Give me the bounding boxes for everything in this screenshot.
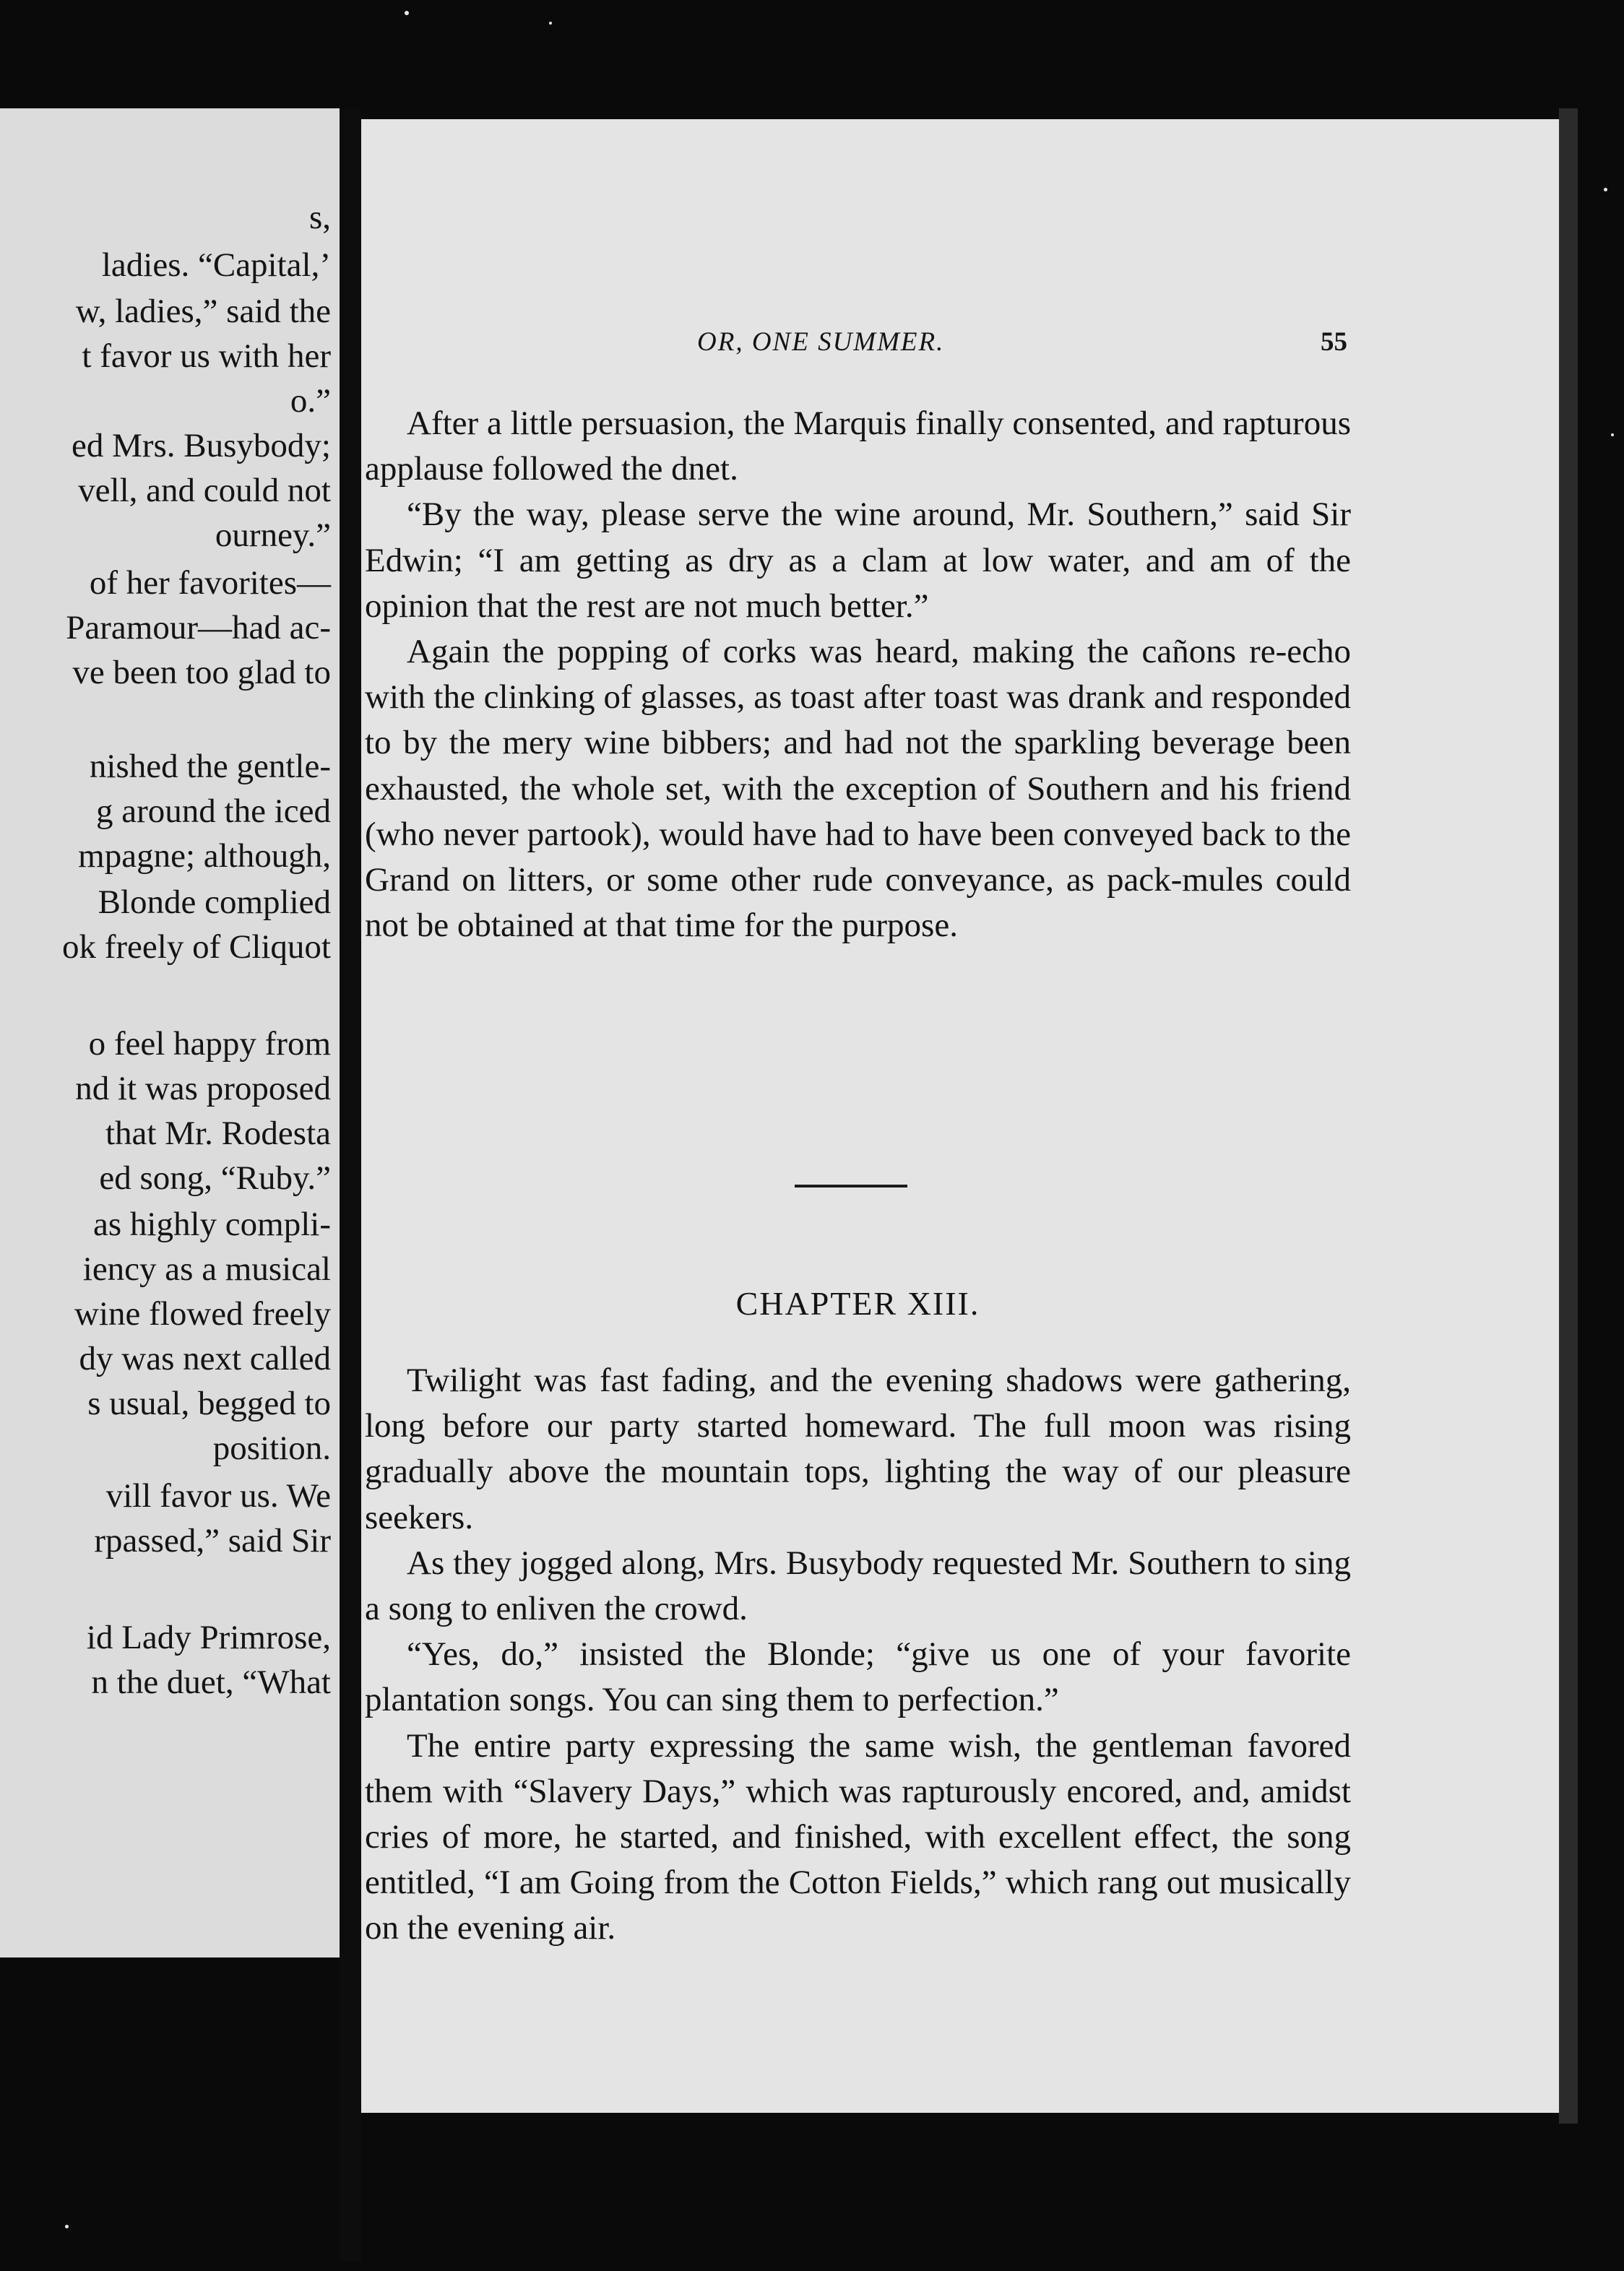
previous-page-line: s, — [308, 199, 331, 236]
page-number: 55 — [1321, 327, 1347, 357]
paragraph-twilight: Twilight was fast fading, and the evening shadows were gathering, long before our party started homeward. The full moon was rising gradually above the mountain tops, lighting the way of our pleasure seekers. — [365, 1362, 1351, 1536]
previous-page-line: t favor us with her — [82, 337, 331, 375]
previous-page-line: that Mr. Rodesta — [105, 1115, 331, 1152]
scan-speck — [65, 2225, 69, 2228]
scan-speck — [405, 11, 409, 15]
scan-speck — [1611, 433, 1614, 436]
previous-page-line: o.” — [290, 382, 331, 420]
previous-page-line: Paramour—had ac- — [66, 609, 331, 646]
page-edge — [1559, 108, 1578, 2124]
previous-page-line: mpagne; although, — [78, 837, 331, 875]
previous-page-line: n the duet, “What — [91, 1664, 331, 1701]
section-before-chapter — [365, 401, 1351, 948]
previous-page-line: vell, and could not — [78, 472, 331, 509]
previous-page-line: nd it was proposed — [75, 1070, 331, 1107]
previous-page-line: s usual, begged to — [87, 1385, 331, 1422]
chapter-body — [365, 1358, 1351, 1952]
previous-page-line: o feel happy from — [88, 1025, 331, 1063]
previous-page-line: rpassed,” said Sir — [94, 1522, 331, 1560]
previous-page-line: g around the iced — [96, 792, 331, 830]
paragraph-marquis-consents: After a little persuasion, the Marquis finally consented, and rapturous applause followed the dnet. — [365, 405, 1351, 488]
paragraph-blonde-insists: “Yes, do,” insisted the Blonde; “give us one of your favorite plantation songs. You can sing them to perfection.” — [365, 1635, 1351, 1719]
scan-speck — [1604, 188, 1607, 191]
previous-page-line: position. — [212, 1429, 331, 1467]
previous-page-line: Blonde complied — [98, 883, 331, 921]
book-gutter — [340, 108, 361, 2261]
paragraph-sir-edwin-wine: “By the way, please serve the wine around, Mr. Southern,” said Sir Edwin; “I am getting as dry as a clam at low water, and am of the opinion that the rest are not much better.” — [365, 496, 1351, 625]
previous-page-line: wine flowed freely — [74, 1295, 331, 1333]
paragraph-busybody-request: As they jogged along, Mrs. Busybody requested Mr. Southern to sing a song to enliven the crowd. — [365, 1544, 1351, 1628]
previous-page-line: vill favor us. We — [105, 1477, 331, 1515]
previous-page-line: ed song, “Ruby.” — [99, 1159, 331, 1197]
previous-page-line: iency as a musical — [82, 1250, 331, 1288]
previous-page-line: id Lady Primrose, — [86, 1619, 331, 1656]
previous-page-fragment — [0, 108, 340, 1958]
paragraph-slavery-days: The entire party expressing the same wish, the gentleman favored them with “Slavery Days,” which was rapturously encored, and, amidst cries of more, he started, and finished, with excellent effect, the song entitled, “I am Going from the Cotton Fields,” which rang out musically on the evening air. — [365, 1726, 1351, 1947]
previous-page-line: ve been too glad to — [72, 654, 331, 691]
running-title: OR, ONE SUMMER. — [697, 327, 945, 357]
previous-page-line: ladies. “Capital,’ — [101, 246, 331, 284]
previous-page-line: of her favorites— — [89, 564, 331, 602]
scan-speck — [549, 22, 552, 25]
previous-page-line: ok freely of Cliquot — [61, 928, 331, 966]
previous-page-line: ourney.” — [215, 516, 331, 554]
previous-page-line: ed Mrs. Busybody; — [71, 427, 331, 464]
chapter-heading: CHAPTER XIII. — [735, 1285, 980, 1322]
previous-page-line: dy was next called — [79, 1340, 331, 1377]
section-divider-rule — [795, 1185, 907, 1188]
previous-page-line: as highly compli- — [93, 1206, 331, 1243]
paragraph-popping-corks: Again the popping of corks was heard, making the cañons re-echo with the clinking of glasses, as toast after toast was drank and responded to by the mery wine bibbers; and had not the sparkling beverage been exhausted, the whole set, with the exception of Southern and his friend (who never partook), would have had to have been conveyed back to the Grand on litters, or some other rude conveyance, as pack-mules could not be obtained at that time for the purpose. — [365, 633, 1351, 945]
previous-page-line: w, ladies,” said the — [75, 293, 331, 330]
previous-page-line: nished the gentle- — [89, 748, 331, 785]
